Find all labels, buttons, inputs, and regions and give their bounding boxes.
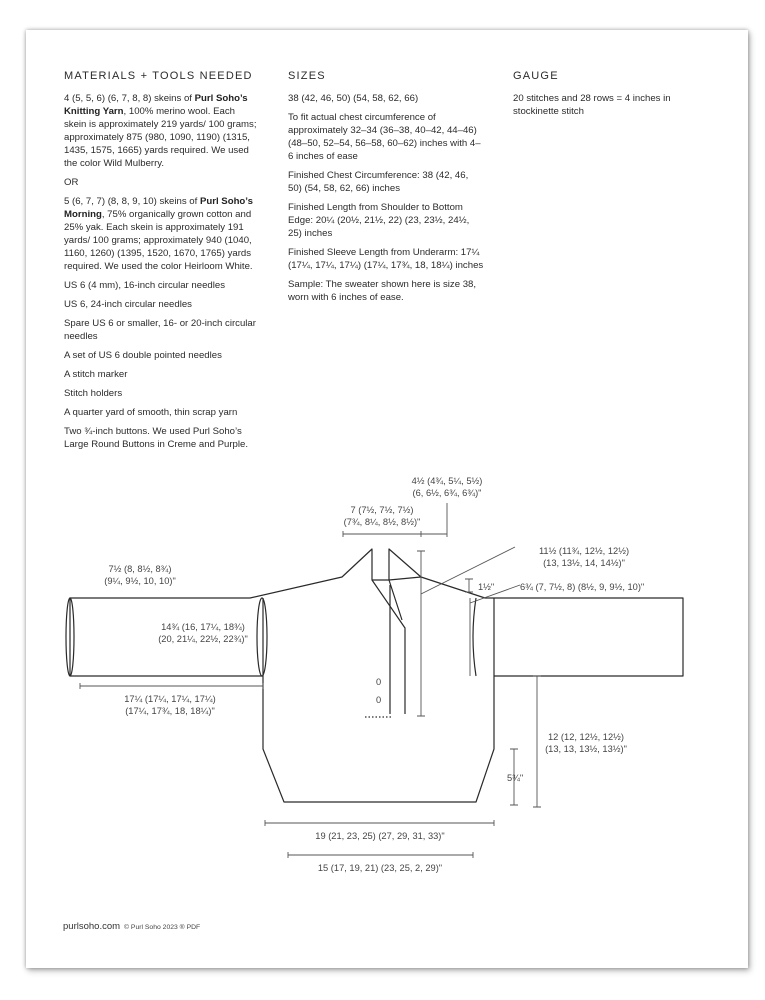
neck-measurement: 7 (7½, 7½, 7½) (7¾, 8¼, 8½, 8½)" [343,505,421,527]
body-length-measurement: 12 (12, 12½, 12½) (13, 13, 13½, 13½)" [545,732,627,754]
front-depth-leader [421,547,515,594]
front-depth-measure-line [417,551,425,716]
hem-measure-line [288,852,473,858]
yarn-option-2: 5 (6, 7, 7) (8, 8, 9, 10) skeins of Purl Soho’s Morning, 75% organically grown cotton and 25% yak. Each skein is approximately 191 yards/ 100 grams; approximately 940 (1040, 1160, 1260) (1395, 1520, 1670, 1765) yards required. We used the color Heirloom White. [64,196,253,272]
hem-measurement: 15 (17, 19, 21) (23, 25, 2, 29)" [317,863,443,873]
materials-item: US 6 (4 mm), 16-inch circular needles [64,280,226,291]
materials-item: Spare US 6 or smaller, 16- or 20-inch circular needles [64,318,256,342]
armhole-left [257,598,267,676]
neck-measure-line [343,531,421,537]
sizes-heading: SIZES [288,70,326,82]
front-depth-measurement: 11½ (11¾, 12½, 12½) (13, 13½, 14, 14½)" [538,546,630,568]
sizes-item: Finished Length from Shoulder to Bottom Edge: 20¼ (20½, 21½, 22) (23, 23½, 24½, 25) inches [288,202,470,239]
button-marker: 0 [376,695,382,705]
sizes-item: Finished Sleeve Length from Underarm: 17¼ (17¼, 17¼, 17¼) (17¼, 17¾, 18, 18¼) inches [288,247,484,271]
sizes-item: Sample: The sweater shown here is size 38, worn with 6 inches of ease. [288,279,477,303]
shoulder-drop-measurement: 1½" [478,582,495,592]
armhole-right [473,598,476,676]
materials-item: A stitch marker [64,369,128,380]
copyright-notice: © Purl Soho 2023 ® PDF [124,924,201,931]
measurement-lines [80,503,541,858]
sizes-item: 38 (42, 46, 50) (54, 58, 62, 66) [288,93,419,104]
collar-left [372,580,405,714]
page-footer [63,921,200,932]
body-length-measure-line [533,676,541,807]
or-separator: OR [64,177,79,188]
materials-item: US 6, 24-inch circular needles [64,299,192,310]
materials-item: A quarter yard of smooth, thin scrap yarn [64,407,238,418]
yarn-brand-link[interactable]: Purl Soho’s Morning [64,196,253,220]
sizes-item: To fit actual chest circumference of approximately 32–34 (36–38, 40–42, 44–46) (48–50, 52–54, 56–58, 60–62) inches with 4–6 inches of ease [288,112,481,162]
upper-arm-measurement: 14¾ (16, 17¼, 18¾) (20, 21¼, 22½, 22¾)" [158,622,248,644]
materials-heading: MATERIALS + TOOLS NEEDED [64,70,253,82]
materials-item: Two ¾-inch buttons. We used Purl Soho’s Large Round Buttons in Creme and Purple. [64,426,248,450]
chest-measurement: 19 (21, 23, 25) (27, 29, 31, 33)" [315,831,445,841]
gauge-text: 20 stitches and 28 rows = 4 inches in stockinette stitch [513,93,671,117]
hem-depth-measurement: 5¾" [507,773,524,783]
yarn-brand-link[interactable]: Purl Soho’s Knitting Yarn [64,93,248,117]
shoulder-measure-line [421,503,447,537]
button-marker: 0 [376,677,382,687]
armhole-measurement: 6¾ (7, 7½, 8) (8½, 9, 9½, 10)" [520,582,645,592]
sleeve-length-measure-line [80,683,263,689]
yarn-option-1: 4 (5, 5, 6) (6, 7, 8, 8) skeins of Purl Soho’s Knitting Yarn, 100% merino wool. Each skein is approximately 219 yards/ 100 grams; approximately 875 (980, 1090, 1190) (1315, 1435, 1575, 1665) yards required. We used the color Wild Mulberry. [64,93,257,169]
site-link[interactable]: purlsoho.com [63,921,121,932]
sizes-item: Finished Chest Circumference: 38 (42, 46, 50) (54, 58, 62, 66) inches [288,170,469,194]
cuff-measurement: 7½ (8, 8½, 8¾) (9¼, 9½, 10, 10)" [104,564,176,586]
collar-right [389,577,421,620]
materials-item: Stitch holders [64,388,123,399]
chest-measure-line [265,820,494,826]
materials-item: A set of US 6 double pointed needles [64,350,222,361]
sleeve-length-measurement: 17¼ (17¼, 17¼, 17¼) (17¼, 17¾, 18, 18¼)" [124,694,216,716]
shoulder-measurement: 4½ (4¾, 5¼, 5½) (6, 6½, 6¾, 6¾)" [411,476,483,498]
gauge-heading: GAUGE [513,70,559,82]
shoulder-drop-measure-line [465,579,473,592]
